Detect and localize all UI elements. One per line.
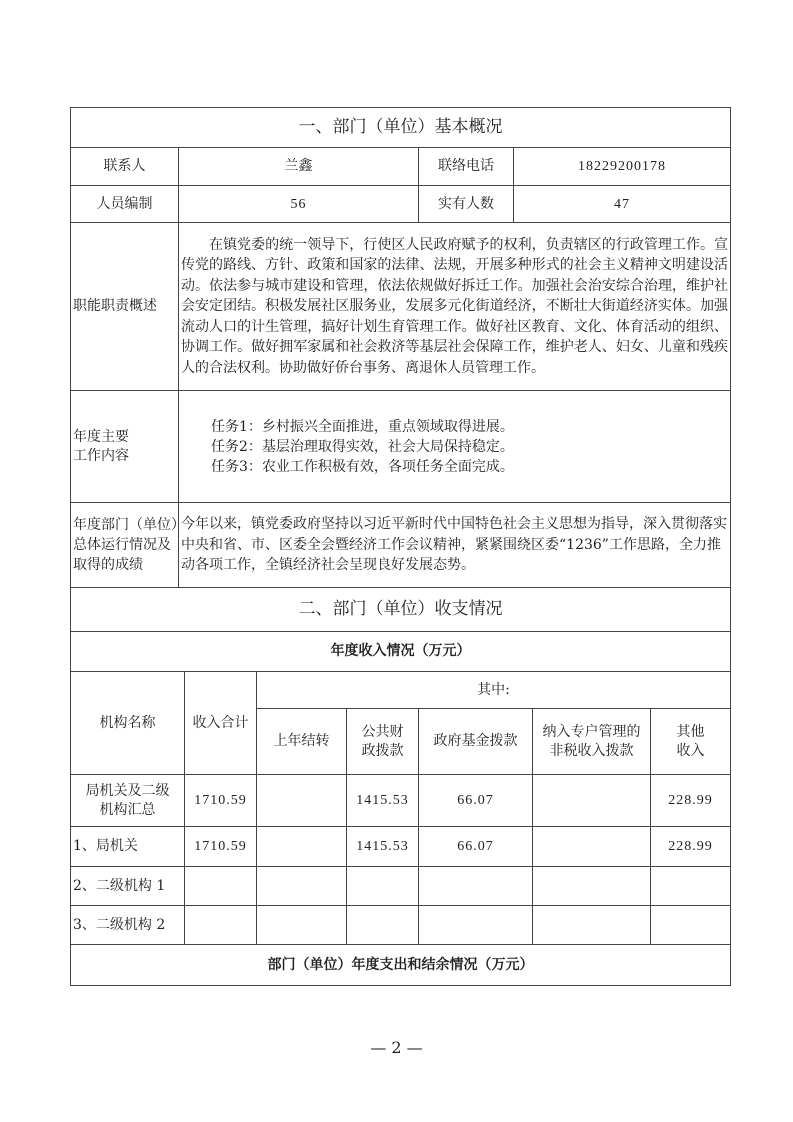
- task-item: 任务1：乡村振兴全面推进，重点领域取得进展。: [211, 418, 514, 435]
- actual-staff-value: 47: [514, 186, 731, 223]
- phone-value: 18229200178: [514, 148, 731, 186]
- basic-info-grid: [70, 107, 731, 588]
- row-gov-fund: 66.07: [419, 827, 533, 867]
- col-other: 其他 收入: [651, 709, 731, 775]
- row-other: 228.99: [651, 827, 731, 867]
- table-row: [71, 867, 731, 906]
- page-number: — 2 —: [370, 1038, 423, 1057]
- col-of-which: 其中:: [257, 672, 731, 709]
- col-nontax: 纳入专户管理的 非税收入拨款: [533, 709, 651, 775]
- section2-title: 二、部门（单位）收支情况: [71, 588, 731, 632]
- performance-label: 年度部门（单位）总体运行情况及取得的成绩: [71, 503, 179, 588]
- actual-staff-label: 实有人数: [419, 186, 514, 223]
- performance-text: 今年以来，镇党委政府坚持以习近平新时代中国特色社会主义思想为指导，深入贯彻落实中央和省、市、区委全会暨经济工作会议精神，紧紧围绕区委“1236”工作思路，全力推动各项工作，全镇经济社会呈现良好发展态势。: [179, 503, 731, 588]
- annual-work-label-line1: 年度主要: [73, 428, 129, 445]
- income-title: 年度收入情况（万元）: [71, 632, 731, 672]
- annual-work-label-line2: 工作内容: [73, 447, 129, 464]
- tasks-cell: [179, 391, 731, 503]
- row-nontax: [533, 827, 651, 867]
- row-carryover: [257, 827, 347, 867]
- task-item: 任务3：农业工作积极有效，各项任务全面完成。: [211, 458, 514, 475]
- contact-value-cell: 兰鑫: [179, 148, 419, 186]
- row-public-finance: 1415.53: [347, 827, 419, 867]
- row-name: 局机关及二级 机构汇总: [71, 775, 185, 827]
- row-carryover: [257, 906, 347, 945]
- staff-quota-label: 人员编制: [71, 186, 179, 223]
- row-other: [651, 867, 731, 906]
- row-public-finance: [347, 867, 419, 906]
- duties-text: 在镇党委的统一领导下，行使区人民政府赋予的权利，负责辖区的行政管理工作。宣传党的路线、方针、政策和国家的法律、法规，开展多种形式的社会主义精神文明建设活动。依法参与城市建设和管理，依法依规做好拆迁工作。加强社会治安综合治理，维护社会安定团结。积极发展社区服务业，发展多元化街道经济，不断壮大街道经济实体。加强流动人口的计生管理，搞好计划生育管理工作。做好社区教育、文化、体育活动的组织、协调工作。做好拥军家属和社会救济等基层社会保障工作，维护老人、妇女、儿童和残疾人的合法权利。协助做好侨台事务、离退休人员管理工作。: [181, 236, 728, 376]
- duties-label: 职能职责概述: [71, 223, 179, 391]
- row-nontax: [533, 906, 651, 945]
- table-row: [71, 827, 731, 867]
- row-public-finance: [347, 906, 419, 945]
- row-other: [651, 906, 731, 945]
- section1-title-cell: 一、部门（单位）基本概况: [71, 108, 731, 148]
- staff-quota-value: 56: [179, 186, 419, 223]
- col-gov-fund: 政府基金拨款: [419, 709, 533, 775]
- row-name: 2、二级机构 1: [71, 867, 185, 906]
- row-name: 3、二级机构 2: [71, 906, 185, 945]
- row-other: 228.99: [651, 775, 731, 827]
- col-carryover: 上年结转: [257, 709, 347, 775]
- row-nontax: [533, 867, 651, 906]
- table-row: [71, 775, 731, 827]
- row-gov-fund: [419, 906, 533, 945]
- row-nontax: [533, 775, 651, 827]
- expense-title: 部门（单位）年度支出和结余情况（万元）: [71, 945, 731, 986]
- row-total: [185, 906, 257, 945]
- income-table: [70, 587, 731, 986]
- col-org-name: 机构名称: [71, 672, 185, 775]
- row-carryover: [257, 775, 347, 827]
- row-name: 1、局机关: [71, 827, 185, 867]
- row-public-finance: 1415.53: [347, 775, 419, 827]
- row-total: 1710.59: [185, 827, 257, 867]
- row-gov-fund: [419, 867, 533, 906]
- duties-text-cell: [179, 223, 731, 391]
- task-item: 任务2：基层治理取得实效，社会大局保持稳定。: [211, 438, 514, 455]
- row-total: 1710.59: [185, 775, 257, 827]
- table-row: [71, 906, 731, 945]
- col-public-finance: 公共财 政拨款: [347, 709, 419, 775]
- phone-label: 联络电话: [419, 148, 514, 186]
- row-gov-fund: 66.07: [419, 775, 533, 827]
- contact-label-cell: 联系人: [71, 148, 179, 186]
- annual-work-label: [71, 391, 179, 503]
- row-carryover: [257, 867, 347, 906]
- row-total: [185, 867, 257, 906]
- col-total: 收入合计: [185, 672, 257, 775]
